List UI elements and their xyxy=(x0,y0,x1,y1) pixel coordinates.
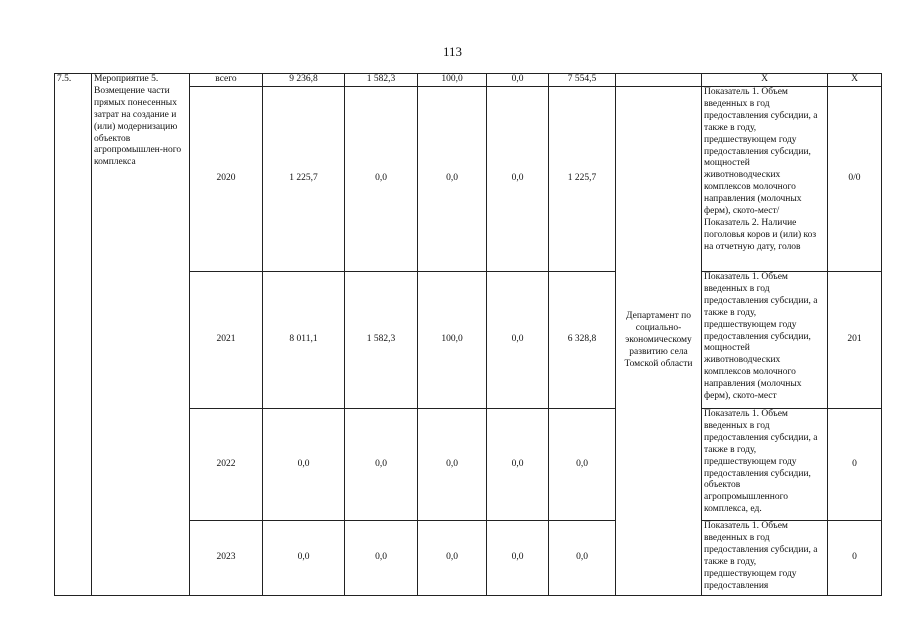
year-value-regional: 0,0 xyxy=(418,521,487,596)
target-value: 0 xyxy=(828,521,882,596)
total-target: Х xyxy=(828,74,882,87)
year-value-regional: 0,0 xyxy=(418,409,487,521)
total-value-regional: 100,0 xyxy=(418,74,487,87)
year-value-federal: 1 582,3 xyxy=(345,272,418,409)
executor: Департамент по социально-экономическому развитию села Томской области xyxy=(616,87,702,596)
year-value-local: 0,0 xyxy=(487,409,549,521)
year-value-sum: 0,0 xyxy=(263,521,345,596)
table-row-total xyxy=(55,74,882,87)
year-value-sum: 0,0 xyxy=(263,409,345,521)
total-indicator: Х xyxy=(702,74,828,87)
year-value-local: 0,0 xyxy=(487,272,549,409)
measure-title: Мероприятие 5. Возмещение части прямых понесенных затрат на создание и (или) модернизацию объектов агропромышлен-ного комплекса xyxy=(92,74,190,596)
total-value-local: 0,0 xyxy=(487,74,549,87)
measure-number: 7.5. xyxy=(55,74,92,596)
year-value-sum: 1 225,7 xyxy=(263,87,345,272)
total-value-sum: 9 236,8 xyxy=(263,74,345,87)
year-value-other: 0,0 xyxy=(549,409,616,521)
year-label: 2022 xyxy=(190,409,263,521)
year-value-federal: 0,0 xyxy=(345,409,418,521)
total-label: всего xyxy=(190,74,263,87)
page-number: 113 xyxy=(442,44,463,59)
year-value-regional: 0,0 xyxy=(418,87,487,272)
indicator-text: Показатель 1. Объем введенных в год предоставления субсидии, а также в году, предшествующем году предоставления субсидии, мощностей животноводческих комплексов молочного направления (молочных ферм), ското-мест xyxy=(702,272,828,409)
indicator-text: Показатель 1. Объем введенных в год предоставления субсидии, а также в году, предшествующем году предоставления субсидии, объектов агропромышленного комплекса, ед. xyxy=(702,409,828,521)
year-label: 2023 xyxy=(190,521,263,596)
target-value: 0 xyxy=(828,409,882,521)
measures-table xyxy=(54,73,882,596)
total-executor-empty xyxy=(616,74,702,87)
year-value-local: 0,0 xyxy=(487,521,549,596)
indicator-text: Показатель 1. Объем введенных в год предоставления субсидии, а также в году, предшествующем году предоставления субсидии, мощностей животноводческих комплексов молочного направления (молочных ферм), ското-мест/ Показатель 2. Наличие поголовья коров и (или) коз на отчетную дату, голов xyxy=(702,87,828,272)
year-label: 2021 xyxy=(190,272,263,409)
year-value-regional: 100,0 xyxy=(418,272,487,409)
indicator-text: Показатель 1. Объем введенных в год предоставления субсидии, а также в году, предшествующем году предоставления xyxy=(702,521,828,596)
target-value: 0/0 xyxy=(828,87,882,272)
year-label: 2020 xyxy=(190,87,263,272)
total-value-other: 7 554,5 xyxy=(549,74,616,87)
year-value-other: 6 328,8 xyxy=(549,272,616,409)
year-value-federal: 0,0 xyxy=(345,521,418,596)
year-value-other: 1 225,7 xyxy=(549,87,616,272)
target-value: 201 xyxy=(828,272,882,409)
year-value-other: 0,0 xyxy=(549,521,616,596)
year-value-federal: 0,0 xyxy=(345,87,418,272)
total-value-federal: 1 582,3 xyxy=(345,74,418,87)
year-value-sum: 8 011,1 xyxy=(263,272,345,409)
year-value-local: 0,0 xyxy=(487,87,549,272)
